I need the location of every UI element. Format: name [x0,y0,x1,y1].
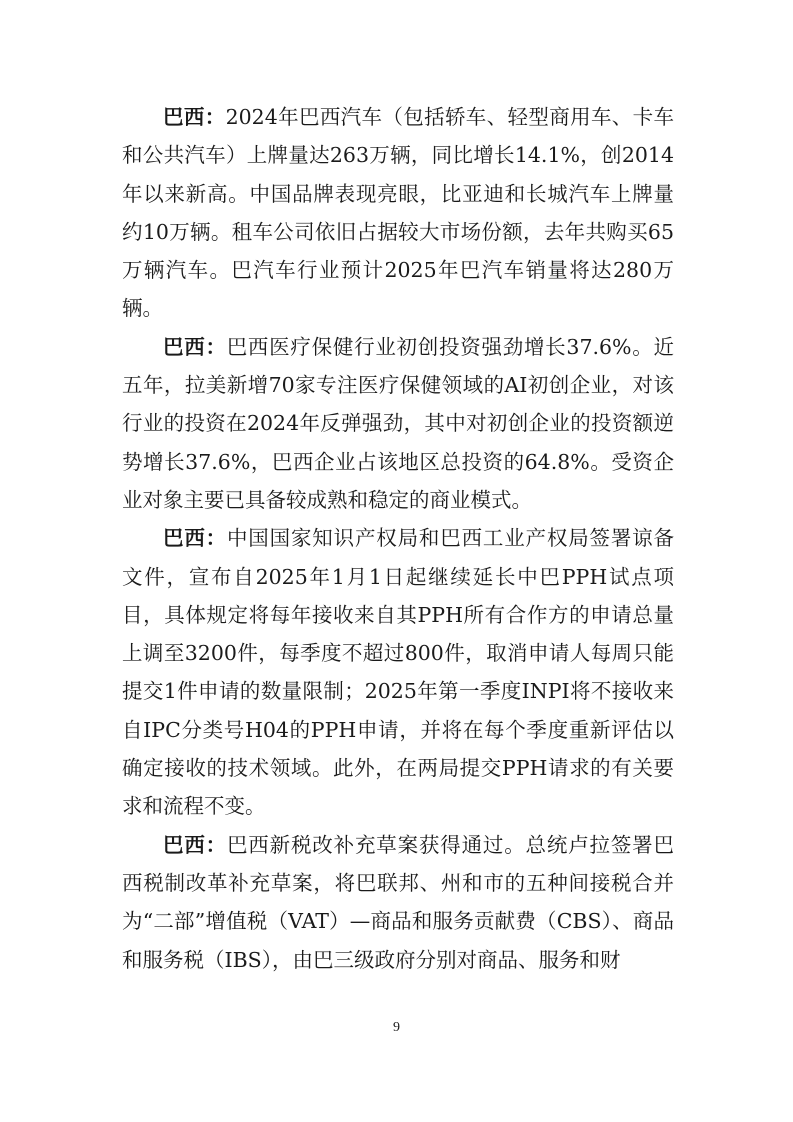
paragraph-pph-program [122,519,674,825]
paragraph-label: 巴西： [163,105,226,129]
page-number: 9 [393,1020,400,1035]
paragraph-label: 巴西： [163,832,227,857]
document-body [122,98,674,979]
paragraph-label: 巴西： [163,334,227,359]
paragraph-text: 中国国家知识产权局和巴西工业产权局签署谅备文件，宣布自2025年1月1日起继续延长中巴PPH试点项目，具体规定将每年接收来自其PPH所有合作方的申请总量上调至3200件，每季度不超过800件，取消申请人每周只能提交1件申请的数量限制；2025年第一季度INPI将不接收来自IPC分类号H04的PPH申请，并将在每个季度重新评估以确定接收的技术领域。此外，在两局提交PPH请求的有关要求和流程不变。 [122,526,675,819]
paragraph-text: 巴西新税改补充草案获得通过。总统卢拉签署巴西税制改革补充草案，将巴联邦、州和市的五种间接税合并为“二部”增值税（VAT）—商品和服务贡献费（CBS）、商品和服务税（IBS），由巴三级政府分别对商品、服务和财 [122,832,675,972]
paragraph-label: 巴西： [163,526,227,551]
paragraph-healthcare-investment [122,328,674,519]
paragraph-car-registrations [122,98,674,328]
paragraph-tax-reform [122,826,674,979]
paragraph-text: 巴西医疗保健行业初创投资强劲增长37.6%。近五年，拉美新增70家专注医疗保健领域的AI初创企业，对该行业的投资在2024年反弹强劲，其中对初创企业的投资额逆势增长37.6%，巴西企业占该地区总投资的64.8%。受资企业对象主要已具备较成熟和稳定的商业模式。 [122,334,675,512]
paragraph-text: 2024年巴西汽车（包括轿车、轻型商用车、卡车和公共汽车）上牌量达263万辆，同比增长14.1%，创2014年以来新高。中国品牌表现亮眼，比亚迪和长城汽车上牌量约10万辆。租车公司依旧占据较大市场份额，去年共购买65万辆汽车。巴汽车行业预计2025年巴汽车销量将达280万辆。 [122,105,675,321]
